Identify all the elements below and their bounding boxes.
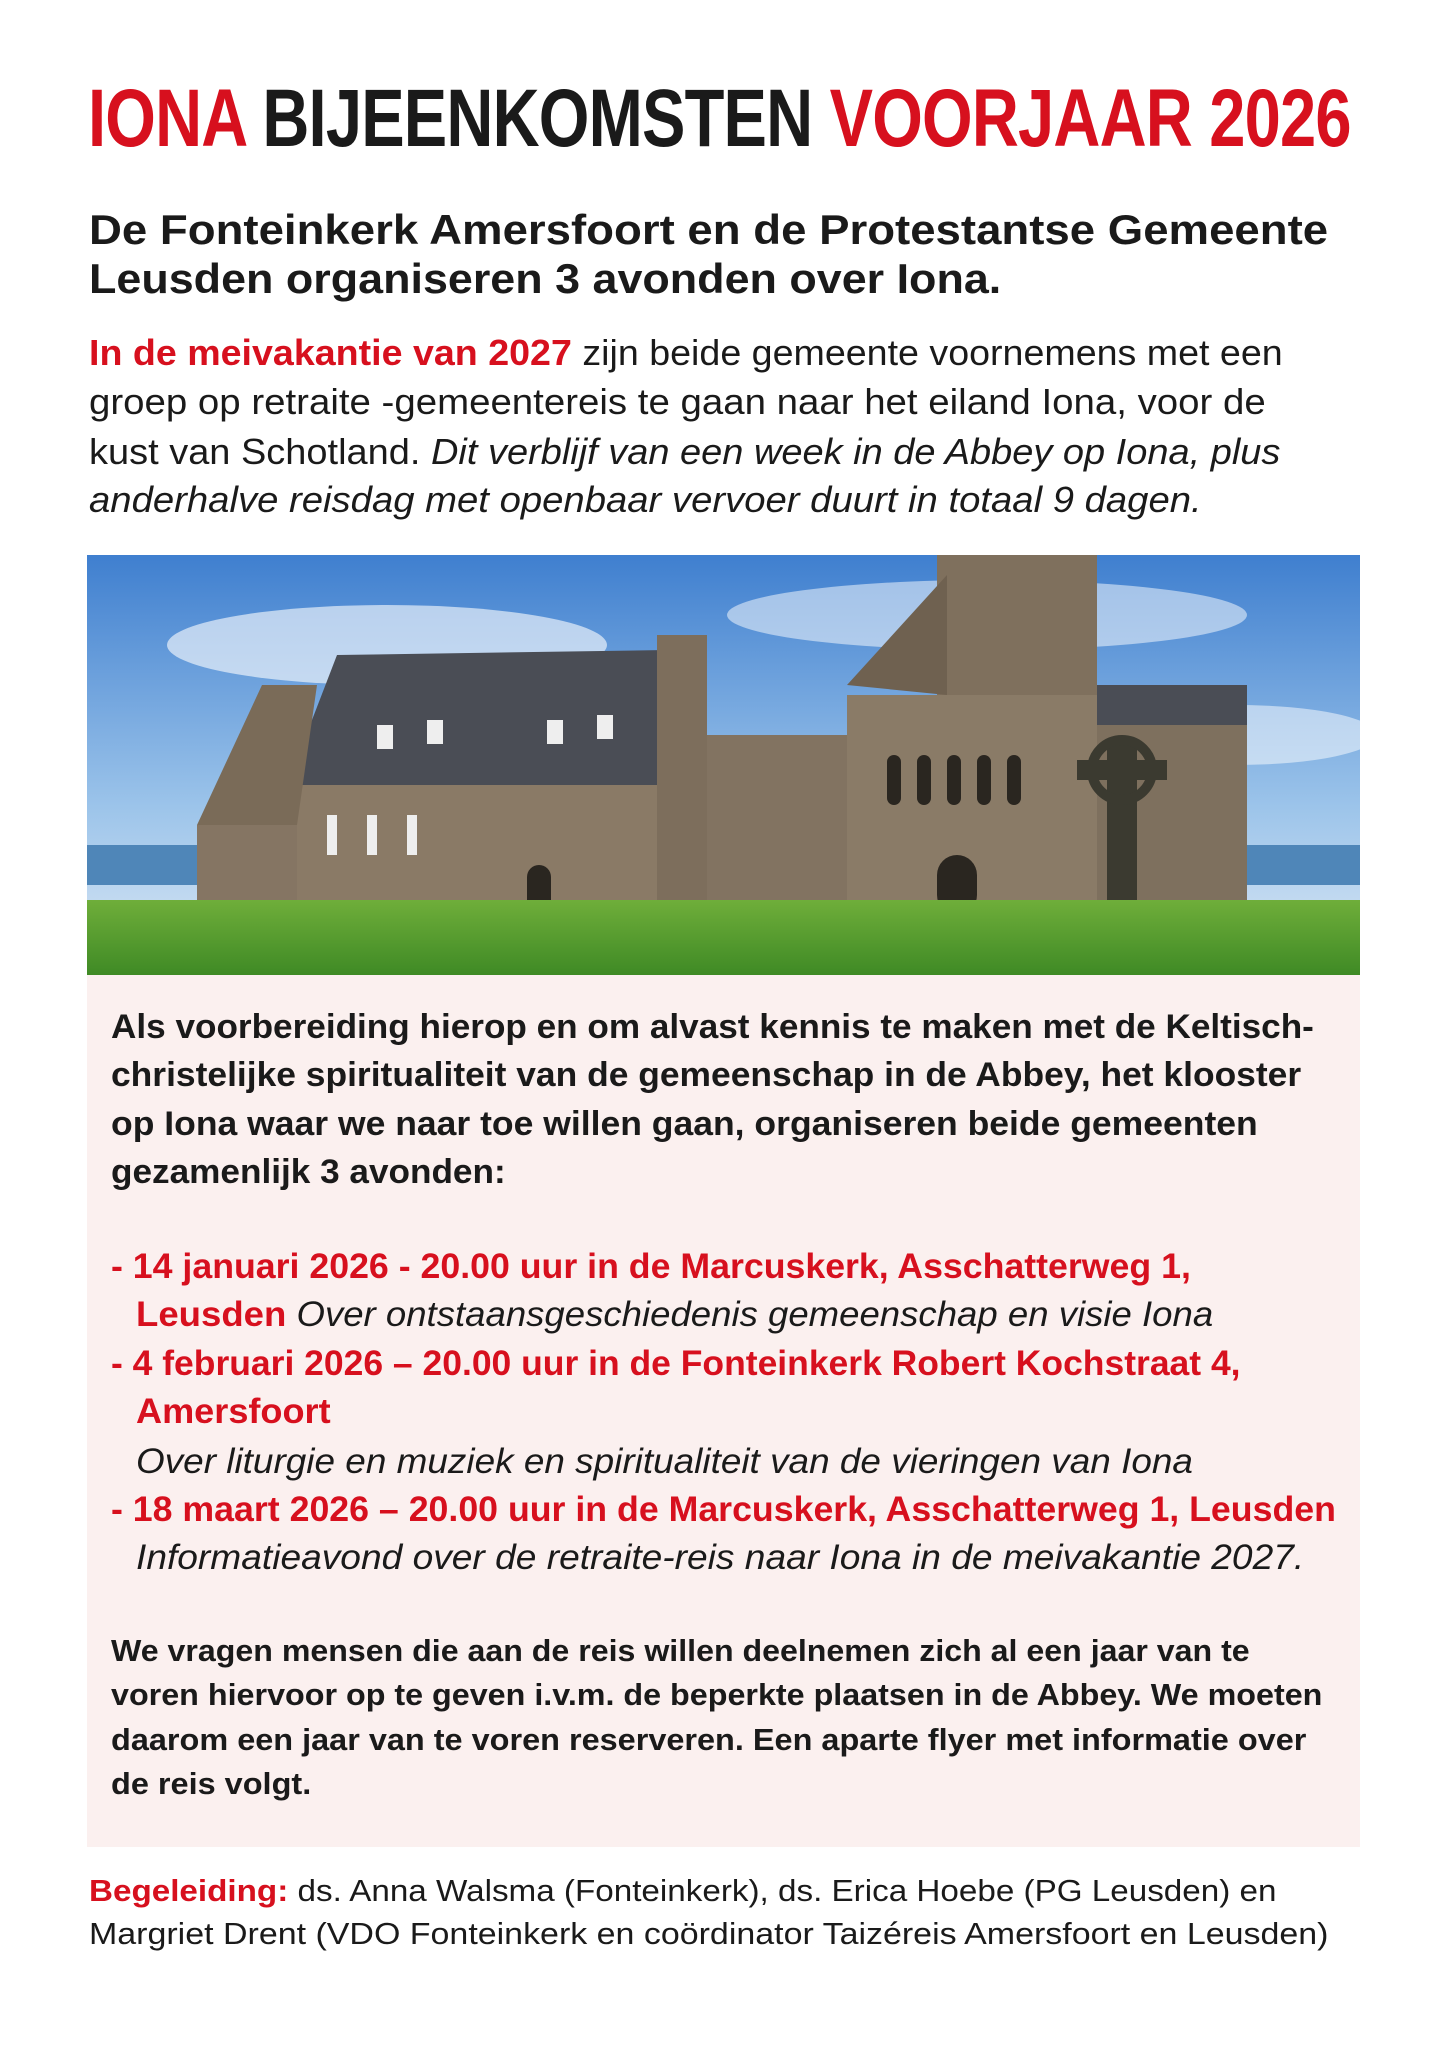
box-intro-line: gezamenlijk 3 avonden: bbox=[111, 1153, 506, 1191]
event-1-date: - 14 januari 2026 - 20.00 uur in de Marcuskerk, Asschatterweg 1, bbox=[111, 1247, 1191, 1286]
event-place: Amersfoort bbox=[136, 1392, 331, 1431]
event-3-date: - 18 maart 2026 – 20.00 uur in de Marcuskerk, Asschatterweg 1, Leusden bbox=[111, 1490, 1336, 1529]
subheading-line: Leusden organiseren 3 avonden over Iona. bbox=[89, 255, 1002, 302]
intro-line bbox=[89, 431, 1280, 473]
event-place: Leusden bbox=[136, 1295, 287, 1334]
subheading-line: De Fonteinkerk Amersfoort en de Protestantse Gemeente bbox=[89, 206, 1329, 253]
title-bijeenkomsten: BIJEENKOMSTEN bbox=[262, 73, 813, 164]
footer-text: ds. Anna Walsma (Fonteinkerk), ds. Erica Hoebe (PG Leusden) en bbox=[288, 1873, 1277, 1908]
closing-line: We vragen mensen die aan de reis willen deelnemen zich al een jaar van te bbox=[111, 1633, 1250, 1668]
iona-abbey-photo bbox=[87, 555, 1360, 975]
closing-line: voren hiervoor op te geven i.v.m. de beperkte plaatsen in de Abbey. We moeten bbox=[111, 1677, 1323, 1712]
intro-line: anderhalve reisdag met openbaar vervoer duurt in totaal 9 dagen. bbox=[89, 479, 1202, 520]
event-topic: Over liturgie en muziek en spiritualiteit van de vieringen van Iona bbox=[136, 1442, 1193, 1481]
footer-line bbox=[89, 1873, 1276, 1909]
intro-text: kust van Schotland. bbox=[89, 431, 432, 472]
event-2-date: - 4 februari 2026 – 20.00 uur in de Fonteinkerk Robert Kochstraat 4, bbox=[111, 1344, 1241, 1383]
intro-italic: Dit verblijf van een week in de Abbey op Iona, plus bbox=[431, 431, 1281, 472]
title-iona: IONA bbox=[88, 73, 246, 164]
box-intro-line: op Iona waar we naar toe willen gaan, organiseren beide gemeenten bbox=[111, 1105, 1258, 1143]
event-1-details bbox=[136, 1295, 1213, 1335]
footer-label: Begeleiding: bbox=[89, 1873, 289, 1908]
intro-text: zijn beide gemeente voornemens met een bbox=[571, 332, 1283, 373]
page-title bbox=[88, 72, 1351, 166]
closing-line: de reis volgt. bbox=[111, 1766, 312, 1801]
intro-highlight: In de meivakantie van 2027 bbox=[89, 332, 572, 373]
footer-line: Margriet Drent (VDO Fonteinkerk en coördinator Taizéreis Amersfoort en Leusden) bbox=[89, 1916, 1329, 1951]
closing-line: daarom een jaar van te voren reserveren. Een aparte flyer met informatie over bbox=[111, 1722, 1307, 1757]
box-intro-line: Als voorbereiding hierop en om alvast kennis te maken met de Keltisch- bbox=[111, 1008, 1314, 1046]
event-topic: Informatieavond over de retraite-reis naar Iona in de meivakantie 2027. bbox=[136, 1538, 1305, 1577]
intro-line bbox=[89, 332, 1283, 374]
intro-line: groep op retraite -gemeentereis te gaan naar het eiland Iona, voor de bbox=[89, 381, 1266, 422]
title-voorjaar: VOORJAAR 2026 bbox=[829, 73, 1351, 164]
event-topic: Over ontstaansgeschiedenis gemeenschap en visie Iona bbox=[286, 1295, 1214, 1334]
box-intro-line: christelijke spiritualiteit van de gemeenschap in de Abbey, het klooster bbox=[111, 1056, 1302, 1094]
